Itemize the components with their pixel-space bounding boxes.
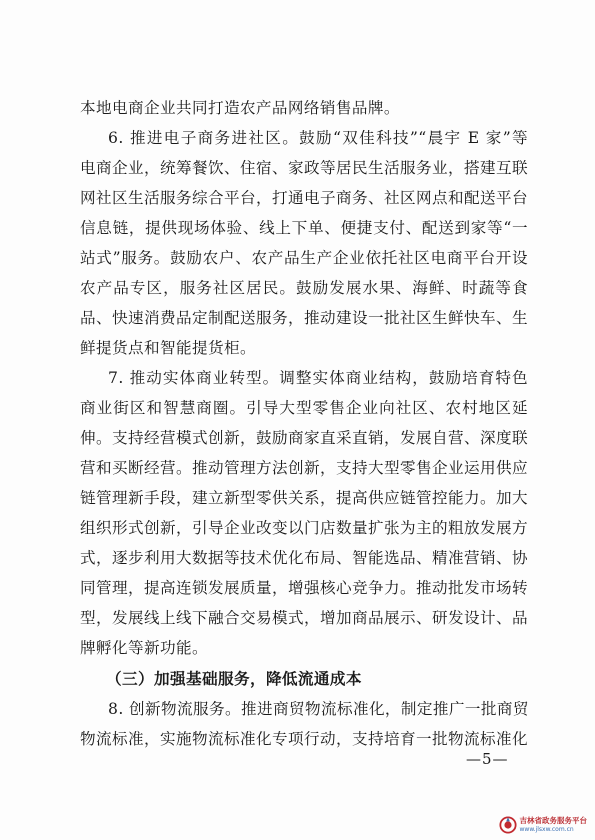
text-line: 站式”服务。鼓励农户、农产品生产企业依托社区电商平台开设: [80, 249, 528, 267]
text-line: 同管理，提高连锁发展质量，增强核心竞争力。推动批发市场转: [80, 579, 528, 597]
text-line: 6. 推进电子商务进社区。鼓励“双佳科技”“晨宇 E 家”等: [108, 129, 528, 147]
text-line: 电商企业，统筹餐饮、住宿、家政等居民生活服务业，搭建互联: [80, 159, 528, 177]
text-line: 链管理新手段，建立新型零供关系，提高供应链管控能力。加大: [80, 489, 528, 507]
text-line: 物流标准，实施物流标准化专项行动，支持培育一批物流标准化: [80, 730, 528, 748]
text-line: 农产品专区，服务社区居民。鼓励发展水果、海鲜、时蔬等食: [80, 279, 528, 297]
page-number: —5—: [466, 750, 509, 768]
text-line: 商业街区和智慧商圈。引导大型零售企业向社区、农村地区延: [80, 399, 528, 417]
watermark-url: www.jlsxw.com.cn: [519, 826, 574, 833]
text-line: 型，发展线上线下融合交易模式，增加商品展示、研发设计、品: [80, 609, 528, 627]
text-line: 信息链，提供现场体验、线上下单、便捷支付、配送到家等“一: [80, 219, 528, 237]
text-line: 营和买断经营。推动管理方法创新，支持大型零售企业运用供应: [80, 459, 528, 477]
watermark: [499, 816, 588, 834]
watermark-title: 吉林省政务服务平台: [519, 816, 587, 825]
text-line: 8. 创新物流服务。推进商贸物流标准化，制定推广一批商贸: [108, 700, 529, 718]
text-line: 鲜提货点和智能提货柜。: [80, 339, 256, 357]
text-line: 组织形式创新，引导企业改变以门店数量扩张为主的粗放发展方: [80, 519, 528, 537]
text-line: 伸。支持经营模式创新，鼓励商家直采直销，发展自营、深度联: [80, 429, 528, 447]
text-line: 本地电商企业共同打造农产品网络销售品牌。: [80, 99, 400, 117]
text-line: 牌孵化等新功能。: [80, 639, 208, 657]
section-heading: （三）加强基础服务，降低流通成本: [106, 669, 362, 688]
text-line: 品、快速消费品定制配送服务，推动建设一批社区生鲜快车、生: [80, 309, 528, 327]
red-circle-logo-icon: [499, 816, 517, 834]
text-line: 网社区生活服务综合平台，打通电子商务、社区网点和配送平台: [80, 189, 528, 207]
text-line: 7. 推动实体商业转型。调整实体商业结构，鼓励培育特色: [108, 369, 528, 387]
text-line: 式，逐步利用大数据等技术优化布局、智能选品、精准营销、协: [80, 549, 528, 567]
